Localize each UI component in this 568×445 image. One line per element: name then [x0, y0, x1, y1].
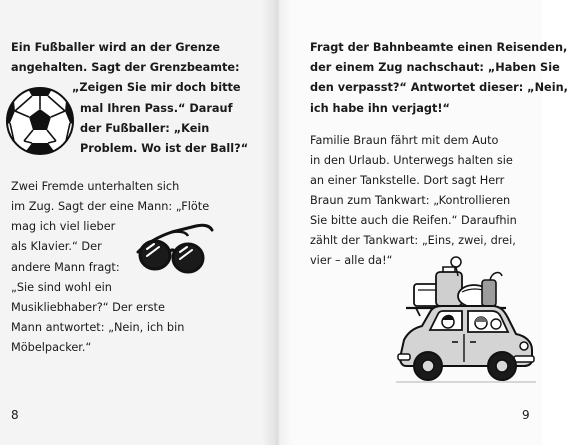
text-line: Familie Braun fährt mit dem Auto [310, 134, 499, 147]
sunglasses-icon [134, 222, 216, 276]
text-line: Ein Fußballer wird an der Grenze [11, 41, 221, 54]
text-line: andere Mann fragt: [11, 261, 120, 274]
text-line: der Fußballer: „Kein [80, 122, 210, 135]
text-line: Möbelpacker.“ [11, 341, 92, 354]
text-line: Problem. Wo ist der Ball?“ [80, 142, 249, 155]
packed-family-car-icon [396, 250, 536, 392]
text-line: Zwei Fremde unterhalten sich [11, 180, 180, 193]
text-line: in den Urlaub. Unterwegs halten sie [310, 154, 513, 167]
text-line: als Klavier.“ Der [11, 240, 102, 253]
text-line: mag ich viel lieber [11, 220, 116, 233]
text-line: Braun zum Tankwart: „Kontrollieren [310, 194, 511, 207]
text-line: mal Ihren Pass.“ Darauf [80, 102, 233, 115]
text-line: ich habe ihn verjagt!“ [310, 102, 450, 115]
text-line: angehalten. Sagt der Grenzbeamte: [11, 61, 240, 74]
page-number: 8 [11, 408, 19, 422]
text-line: Fragt der Bahnbeamte einen Reisenden, [310, 41, 568, 54]
text-line: an einer Tankstelle. Dort sagt Herr [310, 174, 505, 187]
text-line: Sie bitte auch die Reifen.“ Daraufhin [310, 214, 517, 227]
text-line: „Sie sind wohl ein [11, 281, 112, 294]
text-line: den verpasst?“ Antwortet dieser: „Nein, [310, 81, 568, 94]
text-line: vier – alle da!“ [310, 254, 393, 267]
text-line: „Zeigen Sie mir doch bitte [72, 81, 241, 94]
text-line: zählt der Tankwart: „Eins, zwei, drei, [310, 234, 516, 247]
right-page [278, 0, 568, 445]
text-line: Mann antwortet: „Nein, ich bin [11, 321, 185, 334]
text-line: der einem Zug nachschaut: „Haben Sie [310, 61, 560, 74]
left-page [0, 0, 278, 445]
soccer-ball-icon [4, 85, 76, 157]
text-line: Musikliebhaber?“ Der erste [11, 301, 165, 314]
page-number: 9 [522, 408, 530, 422]
text-line: im Zug. Sagt der eine Mann: „Flöte [11, 200, 210, 213]
